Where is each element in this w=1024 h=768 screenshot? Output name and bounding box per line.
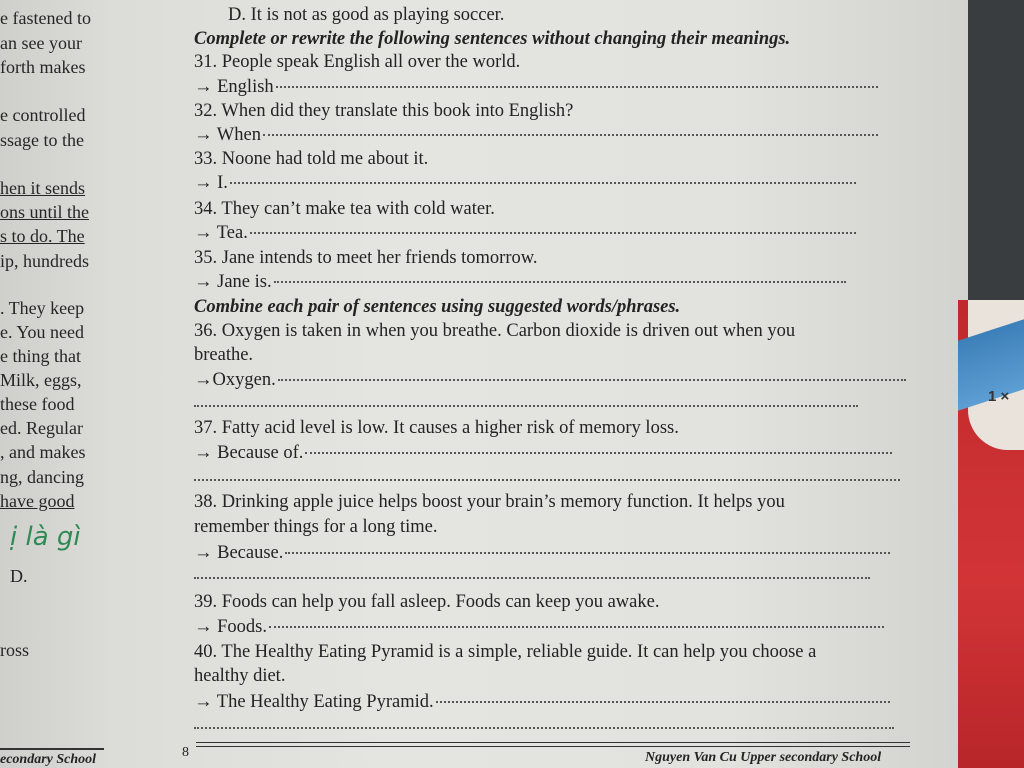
- left-fragment: e controlled: [0, 105, 86, 125]
- answer-line-40[interactable]: [194, 692, 890, 713]
- answer-prompt: → When: [194, 125, 261, 145]
- question-31: 31. People speak English all over the world.: [194, 52, 521, 72]
- answer-extra-line-36[interactable]: [194, 404, 858, 407]
- answer-prompt: → Tea.: [194, 223, 248, 243]
- question-38: 38. Drinking apple juice helps boost your brain’s memory function. It helps you: [194, 492, 785, 512]
- answer-line-32[interactable]: [194, 125, 878, 146]
- left-fragment: hen it sends: [0, 178, 85, 198]
- left-fragment: ip, hundreds: [0, 251, 89, 271]
- left-fragment: ssage to the: [0, 130, 84, 150]
- left-fragment: these food: [0, 394, 75, 414]
- question-36-cont: breathe.: [194, 345, 254, 365]
- left-fragment: Milk, eggs,: [0, 370, 82, 390]
- left-fragment: ed. Regular: [0, 418, 83, 438]
- section2-instruction: Combine each pair of sentences using suggested words/phrases.: [194, 297, 681, 317]
- question-37: 37. Fatty acid level is low. It causes a higher risk of memory loss.: [194, 418, 679, 438]
- footer-school-left: econdary School: [0, 752, 97, 767]
- answer-line-31[interactable]: [194, 77, 878, 98]
- answer-prompt: → Jane is.: [194, 272, 272, 292]
- handwritten-note: ị là gì: [10, 522, 81, 552]
- corner-label: 1 ×: [988, 388, 1010, 405]
- answer-prompt: →Oxygen.: [194, 370, 276, 390]
- question-40: 40. The Healthy Eating Pyramid is a simple, reliable guide. It can help you choose a: [194, 642, 817, 662]
- left-fragment: D.: [10, 566, 28, 586]
- left-fragment: e thing that: [0, 346, 81, 366]
- footer-rule-left: [0, 748, 104, 750]
- answer-line-35[interactable]: [194, 272, 846, 293]
- left-fragment: . They keep: [0, 298, 85, 318]
- left-fragment: ross: [0, 640, 30, 660]
- question-34: 34. They can’t make tea with cold water.: [194, 199, 495, 219]
- question-32: 32. When did they translate this book into English?: [194, 101, 574, 121]
- question-33: 33. Noone had told me about it.: [194, 149, 429, 169]
- answer-line-34[interactable]: [194, 223, 856, 244]
- section1-instruction: Complete or rewrite the following sentences without changing their meanings.: [194, 29, 791, 49]
- page-number: 8: [182, 745, 189, 760]
- left-fragment: , and makes: [0, 442, 86, 462]
- question-36: 36. Oxygen is taken in when you breathe. Carbon dioxide is driven out when you: [194, 321, 796, 341]
- answer-prompt: → English: [194, 77, 274, 97]
- answer-line-37[interactable]: [194, 443, 892, 464]
- answer-prompt: → Because.: [194, 543, 284, 563]
- answer-line-38[interactable]: [194, 543, 890, 564]
- answer-line-36[interactable]: [194, 370, 906, 391]
- answer-extra-line-38[interactable]: [194, 576, 870, 579]
- left-fragment: e. You need: [0, 322, 84, 342]
- left-fragment: e fastened to: [0, 8, 91, 28]
- footer-rule-double: [196, 746, 910, 747]
- answer-extra-line-40[interactable]: [194, 726, 894, 729]
- left-column-fragments: [0, 0, 110, 768]
- answer-prompt: → I.: [194, 173, 228, 193]
- answer-prompt: → Because of.: [194, 443, 304, 463]
- answer-prompt: → Foods.: [194, 617, 267, 637]
- left-fragment: have good: [0, 491, 75, 511]
- question-38-cont: remember things for a long time.: [194, 517, 438, 537]
- answer-line-39[interactable]: [194, 617, 884, 638]
- answer-line-33[interactable]: [194, 173, 856, 194]
- left-fragment: an see your: [0, 33, 82, 53]
- adjacent-book-edge: [958, 300, 1024, 768]
- answer-extra-line-37[interactable]: [194, 478, 900, 481]
- footer-school-right: Nguyen Van Cu Upper secondary School: [645, 750, 882, 765]
- question-35: 35. Jane intends to meet her friends tomorrow.: [194, 248, 538, 268]
- question-40-cont: healthy diet.: [194, 666, 286, 686]
- answer-prompt: → The Healthy Eating Pyramid.: [194, 692, 434, 712]
- left-fragment: ons until the: [0, 202, 89, 222]
- left-fragment: s to do. The: [0, 226, 85, 246]
- question-39: 39. Foods can help you fall asleep. Foods can keep you awake.: [194, 592, 660, 612]
- option-d: D. It is not as good as playing soccer.: [228, 5, 505, 25]
- left-fragment: ng, dancing: [0, 467, 84, 487]
- footer-rule: [196, 742, 910, 743]
- left-fragment: forth makes: [0, 57, 86, 77]
